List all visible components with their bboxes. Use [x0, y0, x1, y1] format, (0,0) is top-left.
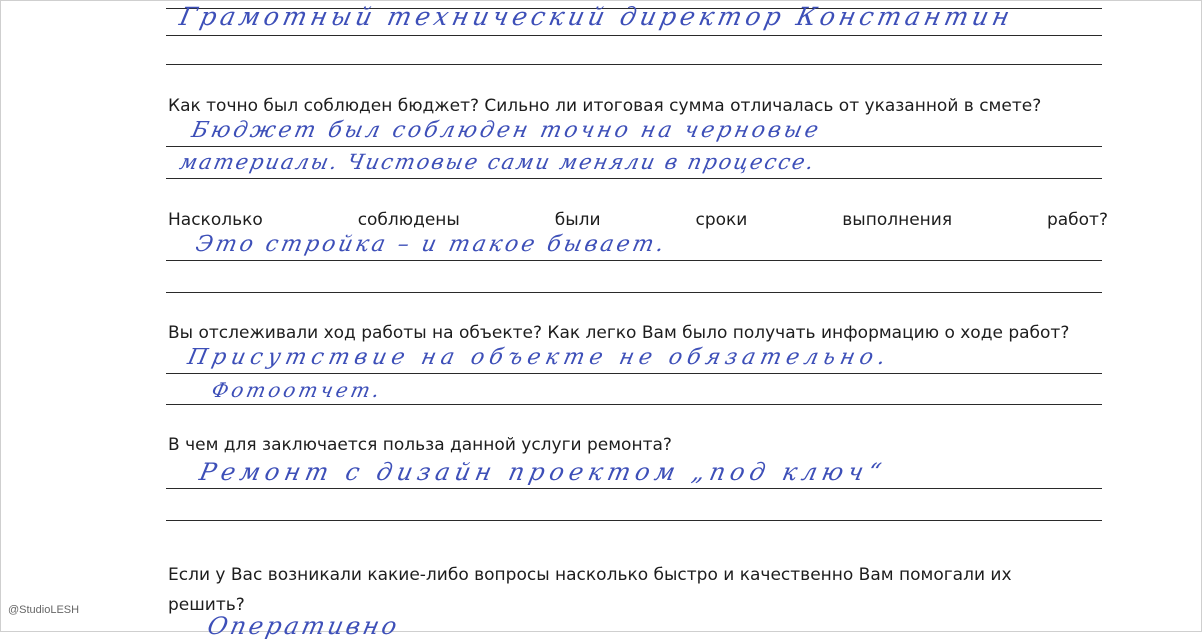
answer-4-line-1: Присутствие на объекте не обязательно. — [185, 345, 893, 370]
question-word: сроки — [695, 210, 748, 230]
answer-5-line-1: Ремонт с дизайн проектом „под ключ“ — [197, 458, 889, 486]
question-word: были — [554, 210, 601, 230]
question-word: работ? — [1046, 210, 1108, 230]
watermark: @StudioLESH — [8, 604, 80, 616]
answer-rule — [166, 488, 1102, 489]
answer-4-line-2: Фотоотчет. — [209, 378, 385, 402]
answer-rule — [166, 404, 1102, 405]
answer-2-line-1: Бюджет был соблюден точно на черновые — [189, 118, 824, 143]
question-progress-tracking: Вы отслеживали ход работы на объекте? Как легко Вам было получать информацию о ходе работ? — [168, 323, 1070, 343]
answer-1-line-1: Грамотный технический директор Константин — [176, 2, 1017, 31]
answer-rule — [166, 178, 1102, 179]
answer-6-line-1: Оперативно — [205, 612, 403, 640]
question-word: соблюдены — [357, 210, 460, 230]
answer-rule — [166, 292, 1102, 293]
question-deadlines — [168, 209, 1108, 231]
question-support: Если у Вас возникали какие-либо вопросы насколько быстро и качественно Вам помогали их решить? — [168, 565, 1012, 615]
answer-rule — [166, 64, 1102, 65]
answer-rule — [166, 260, 1102, 261]
answer-rule — [166, 146, 1102, 147]
question-word: Насколько — [168, 210, 263, 230]
question-budget: Как точно был соблюден бюджет? Сильно ли итоговая сумма отличалась от указанной в смете? — [168, 96, 1042, 116]
answer-rule — [166, 35, 1102, 36]
answer-rule — [166, 520, 1102, 521]
answer-rule — [166, 373, 1102, 374]
answer-2-line-2: материалы. Чистовые сами меняли в процессе. — [177, 150, 818, 174]
question-benefit: В чем для заключается польза данной услуги ремонта? — [168, 435, 672, 455]
question-word: выполнения — [842, 210, 953, 230]
answer-3-line-1: Это стройка – и такое бывает. — [193, 232, 670, 257]
